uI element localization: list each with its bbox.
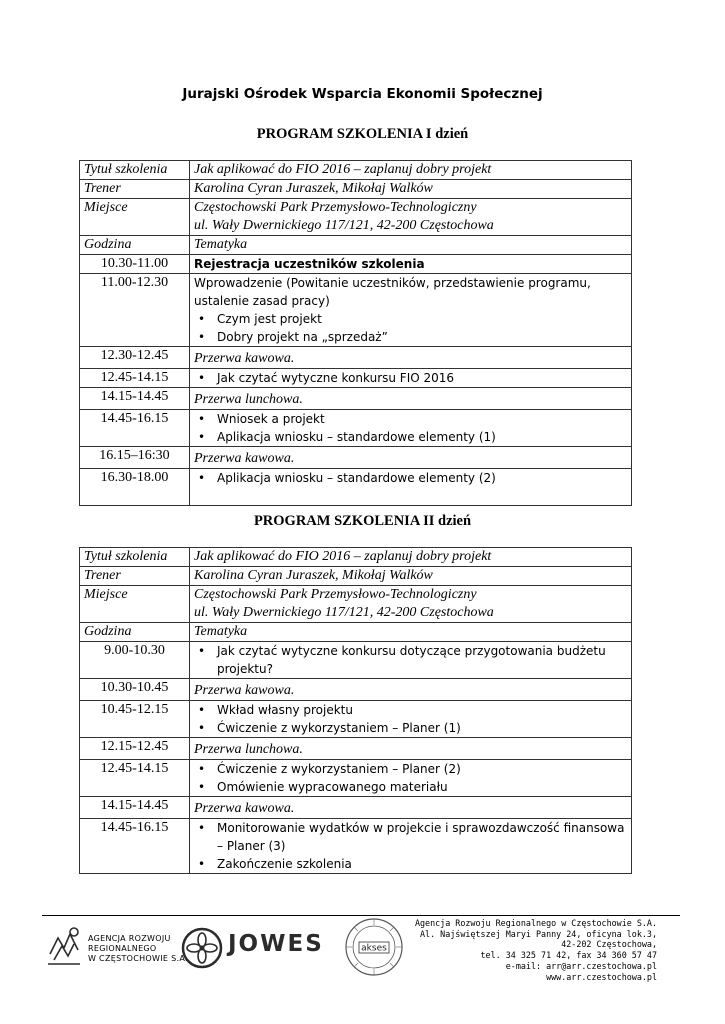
- training-title-label: Tytuł szkolenia: [80, 161, 190, 180]
- topic-column-header: Tematyka: [190, 236, 632, 255]
- contact-website: www.arr.czestochowa.pl: [546, 971, 657, 982]
- bullet-item: • Jak czytać wytyczne konkursu FIO 2016: [194, 369, 627, 387]
- schedule-row: [80, 760, 632, 797]
- break-label: Przerwa kawowa.: [190, 447, 632, 469]
- session-intro: Wprowadzenie (Powitanie uczestników, przedstawienie programu, ustalenie zasad pracy): [194, 276, 591, 308]
- session-time: 11.00-12.30: [80, 274, 190, 347]
- organization-title: Jurajski Ośrodek Wsparcia Ekonomii Społecznej: [182, 86, 543, 102]
- bullet-item: • Monitorowanie wydatków w projekcie i sprawozdawczość finansowa – Planer (3): [194, 819, 627, 855]
- place-line-2: ul. Wały Dwernickiego 117/121, 42-200 Częstochowa: [194, 605, 494, 620]
- contact-line: tel. 34 325 71 42, fax 34 360 57 47: [480, 950, 657, 961]
- session-time: 10.30-11.00: [80, 255, 190, 274]
- break-label: Przerwa kawowa.: [190, 797, 632, 819]
- time-column-header: Godzina: [80, 236, 190, 255]
- schedule-row: [80, 255, 632, 274]
- trainer-value: Karolina Cyran Juraszek, Mikołaj Walków: [190, 567, 632, 586]
- break-label: Przerwa lunchowa.: [190, 738, 632, 760]
- session-time: 14.45-16.15: [80, 410, 190, 447]
- bullet-item: • Omówienie wypracowanego materiału: [194, 778, 627, 796]
- place-line-2: ul. Wały Dwernickiego 117/121, 42-200 Częstochowa: [194, 218, 494, 233]
- schedule-row: [80, 469, 632, 506]
- trainer-label: Trener: [80, 567, 190, 586]
- place-value: [190, 586, 632, 623]
- jowes-logo: JOWES: [228, 931, 324, 957]
- day2-place-row: [80, 586, 632, 623]
- day1-program-title: PROGRAM SZKOLENIA I dzień: [256, 126, 469, 142]
- session-time: 16.15–16:30: [80, 447, 190, 469]
- arr-logo-icon: [44, 924, 84, 968]
- contact-block: [415, 918, 657, 982]
- session-topic: [190, 410, 632, 447]
- arr-logo-line: W CZĘSTOCHOWIE S.A.: [88, 954, 188, 963]
- session-time: 12.15-12.45: [80, 738, 190, 760]
- day2-training-title-row: [80, 548, 632, 567]
- day1-place-row: [80, 199, 632, 236]
- session-time: 14.45-16.15: [80, 819, 190, 874]
- time-column-header: Godzina: [80, 623, 190, 642]
- trainer-label: Trener: [80, 180, 190, 199]
- session-time: 10.30-10.45: [80, 679, 190, 701]
- break-label: Przerwa lunchowa.: [190, 388, 632, 410]
- schedule-row: [80, 274, 632, 347]
- session-topic: Rejestracja uczestników szkolenia: [190, 255, 632, 274]
- session-time: 12.45-14.15: [80, 369, 190, 388]
- topic-column-header: Tematyka: [190, 623, 632, 642]
- session-time: 14.15-14.45: [80, 388, 190, 410]
- arr-logo-line: REGIONALNEGO: [88, 944, 157, 953]
- session-topic: [190, 819, 632, 874]
- place-line-1: Częstochowski Park Przemysłowo-Technologiczny: [194, 587, 477, 602]
- training-title-value: Jak aplikować do FIO 2016 – zaplanuj dobry projekt: [190, 161, 632, 180]
- jowes-flower-icon: [181, 927, 223, 969]
- bullet-item: • Jak czytać wytyczne konkursu dotyczące przygotowania budżetu projektu?: [194, 642, 627, 678]
- day2-trainer-row: [80, 567, 632, 586]
- schedule-row: [80, 447, 632, 469]
- schedule-row: [80, 738, 632, 760]
- schedule-row: [80, 388, 632, 410]
- session-time: 12.30-12.45: [80, 347, 190, 369]
- session-time: 9.00-10.30: [80, 642, 190, 679]
- day1-header-row: [80, 236, 632, 255]
- session-time: 10.45-12.15: [80, 701, 190, 738]
- arr-logo-line: AGENCJA ROZWOJU: [88, 934, 171, 943]
- session-topic: [190, 642, 632, 679]
- schedule-row: [80, 819, 632, 874]
- day1-trainer-row: [80, 180, 632, 199]
- place-value: [190, 199, 632, 236]
- training-title-value: Jak aplikować do FIO 2016 – zaplanuj dobry projekt: [190, 548, 632, 567]
- day1-schedule-table: [79, 160, 632, 506]
- session-topic: [190, 274, 632, 347]
- session-time: 12.45-14.15: [80, 760, 190, 797]
- bullet-item: • Ćwiczenie z wykorzystaniem – Planer (2): [194, 760, 627, 778]
- session-topic: [190, 469, 632, 506]
- bullet-item: • Wkład własny projektu: [194, 701, 627, 719]
- schedule-row: [80, 369, 632, 388]
- break-label: Przerwa kawowa.: [190, 679, 632, 701]
- place-line-1: Częstochowski Park Przemysłowo-Technologiczny: [194, 200, 477, 215]
- day2-program-title: PROGRAM SZKOLENIA II dzień: [253, 513, 472, 529]
- trainer-value: Karolina Cyran Juraszek, Mikołaj Walków: [190, 180, 632, 199]
- contact-line: 42-202 Częstochowa,: [561, 939, 657, 950]
- schedule-row: [80, 642, 632, 679]
- akses-logo-text: akses: [361, 943, 387, 954]
- contact-email: e-mail: arr@arr.czestochowa.pl: [505, 960, 657, 971]
- session-time: 16.30-18.00: [80, 469, 190, 506]
- bullet-item: • Zakończenie szkolenia: [194, 855, 627, 873]
- place-label: Miejsce: [80, 199, 190, 236]
- contact-line: Al. Najświętszej Maryi Panny 24, oficyna lok.3,: [420, 928, 657, 939]
- schedule-row: [80, 797, 632, 819]
- break-label: Przerwa kawowa.: [190, 347, 632, 369]
- schedule-row: [80, 410, 632, 447]
- akses-logo: [343, 916, 405, 978]
- day2-header-row: [80, 623, 632, 642]
- place-label: Miejsce: [80, 586, 190, 623]
- arr-logo-text: [88, 934, 188, 964]
- bullet-item: • Aplikacja wniosku – standardowe elementy (2): [194, 469, 627, 487]
- session-time: 14.15-14.45: [80, 797, 190, 819]
- day2-schedule-table: [79, 547, 632, 874]
- schedule-row: [80, 347, 632, 369]
- bullet-item: • Czym jest projekt: [194, 310, 627, 328]
- session-topic: [190, 369, 632, 388]
- session-topic: [190, 760, 632, 797]
- schedule-row: [80, 701, 632, 738]
- day1-training-title-row: [80, 161, 632, 180]
- bullet-item: • Wniosek a projekt: [194, 410, 627, 428]
- schedule-row: [80, 679, 632, 701]
- bullet-item: • Ćwiczenie z wykorzystaniem – Planer (1): [194, 719, 627, 737]
- bullet-item: • Dobry projekt na „sprzedaż”: [194, 328, 627, 346]
- training-title-label: Tytuł szkolenia: [80, 548, 190, 567]
- bullet-item: • Aplikacja wniosku – standardowe elementy (1): [194, 428, 627, 446]
- session-topic: [190, 701, 632, 738]
- contact-line: Agencja Rozwoju Regionalnego w Częstochowie S.A.: [414, 918, 657, 928]
